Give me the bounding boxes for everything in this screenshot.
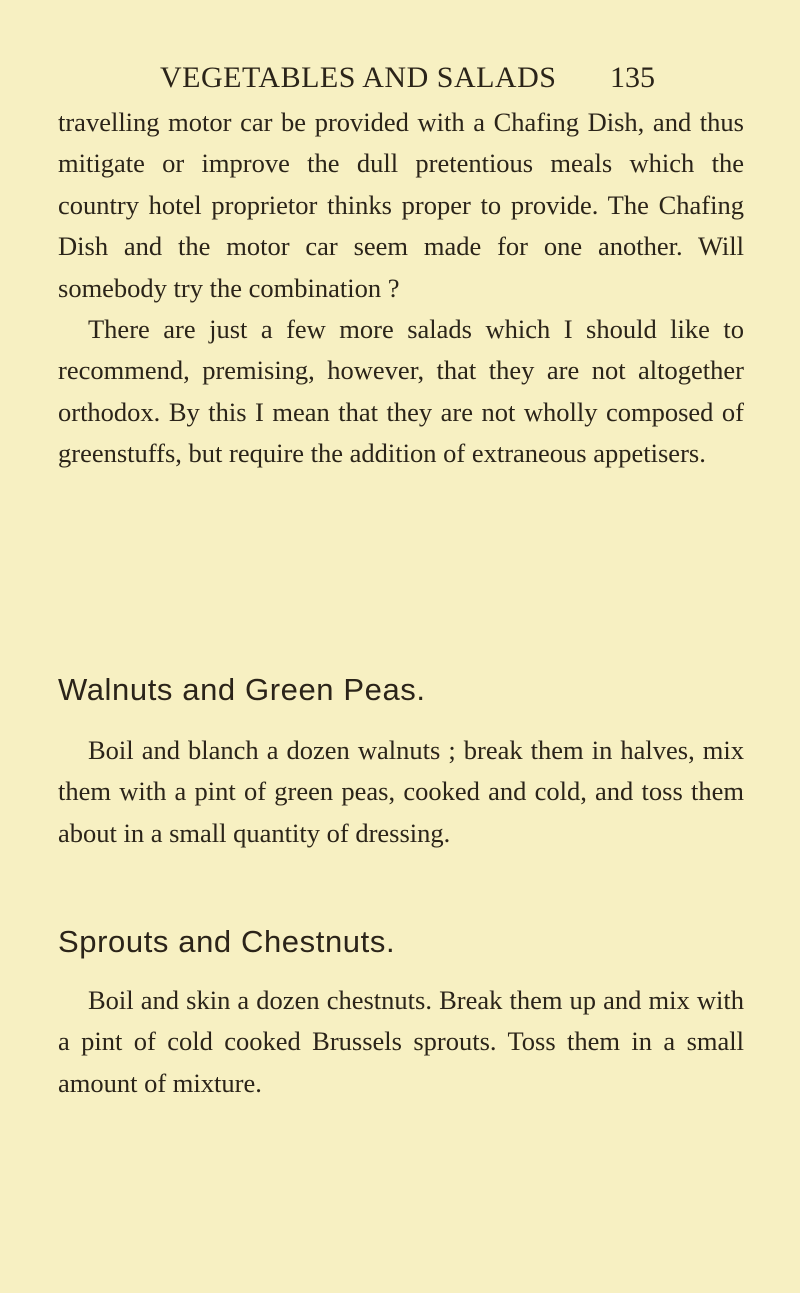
intro-text bbox=[58, 102, 744, 475]
running-head bbox=[0, 58, 800, 98]
recipe-text-sprouts: Boil and skin a dozen chestnuts. Break them up and mix with a pint of cold cooked Brussels sprouts. Toss them in a small amount of mixture. bbox=[58, 985, 744, 1098]
recipe-body-walnuts bbox=[58, 730, 744, 854]
intro-paragraph-1: travelling motor car be provided with a Chafing Dish, and thus mitigate or improve the dull pretentious meals which the country hotel proprietor thinks proper to provide. The Chafing Dish and the motor car seem made for one another. Will somebody try the combination ? bbox=[58, 107, 744, 303]
intro-paragraph-2: There are just a few more salads which I should like to recommend, premising, however, that they are not altogether orthodox. By this I mean that they are not wholly composed of greenstuffs, but require the addition of extraneous appetisers. bbox=[58, 314, 744, 469]
recipe-heading-sprouts: Sprouts and Chestnuts. bbox=[58, 924, 396, 959]
recipe-heading-walnuts: Walnuts and Green Peas. bbox=[58, 672, 426, 707]
page-number: 135 bbox=[610, 61, 655, 94]
recipe-text-walnuts: Boil and blanch a dozen walnuts ; break them in halves, mix them with a pint of green peas, cooked and cold, and toss them about in a small quantity of dressing. bbox=[58, 735, 744, 848]
running-head-title: VEGETABLES AND SALADS bbox=[160, 61, 557, 94]
recipe-body-sprouts bbox=[58, 980, 744, 1104]
